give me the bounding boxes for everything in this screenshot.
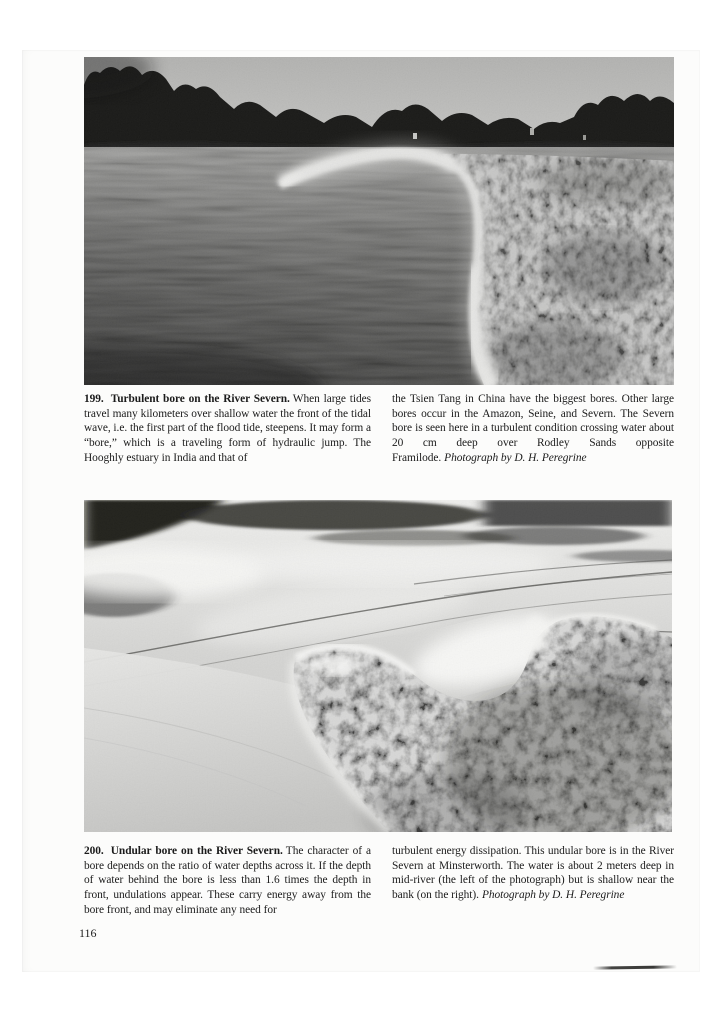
figure-199-text-left: When large tides travel many kilometers over shallow water the front of the tidal wave, i.e. the first part of the flood tide, steepens. It may form a “bore,” which is a traveling form of hydraulic jump. The Hooghly estuary in India and that of: [84, 393, 371, 464]
figure-200-text-left: The character of a bore depends on the ratio of water depths across it. If the depth of water behind the bore is less than 1.6 times the depth in front, undulations appear. These carry energy away from the bore front, and may eliminate any need for: [84, 845, 371, 916]
figure-200-photo: [84, 500, 672, 832]
figure-200-number: 200.: [84, 845, 104, 857]
caption-199-right-column: [392, 392, 674, 466]
turbulent-bore-photo-art: [84, 57, 674, 385]
figure-199-number: 199.: [84, 393, 104, 405]
figure-199-photo: [84, 57, 674, 385]
undular-bore-photo-art: [84, 500, 672, 832]
caption-200-left-column: [84, 844, 371, 918]
figure-200-title: Undular bore on the River Severn.: [110, 845, 283, 857]
figure-199-caption: [84, 392, 674, 466]
figure-200-caption: [84, 844, 674, 918]
figure-199-photo-credit: Photograph by D. H. Peregrine: [444, 451, 587, 464]
figure-199-title: Turbulent bore on the River Severn.: [110, 393, 290, 405]
figure-200-photo-credit: Photograph by D. H. Peregrine: [481, 889, 625, 902]
figure-200-text-right: turbulent energy dissipation. This undular bore is in the River Severn at Minsterworth. The water is about 2 meters deep in mid-river (the left of the photograph) but is shallow near the bank (on the right).: [392, 845, 674, 902]
caption-200-right-column: [392, 844, 674, 918]
caption-199-left-column: [84, 392, 371, 466]
page-number: 116: [79, 926, 97, 940]
figure-199-text-right: the Tsien Tang in China have the biggest bores. Other large bores occur in the Amazon, Seine, and Severn. The Severn bore is seen here in a turbulent condition crossing water about 20 cm deep over Rodley Sands opposite Framilode.: [392, 393, 674, 464]
